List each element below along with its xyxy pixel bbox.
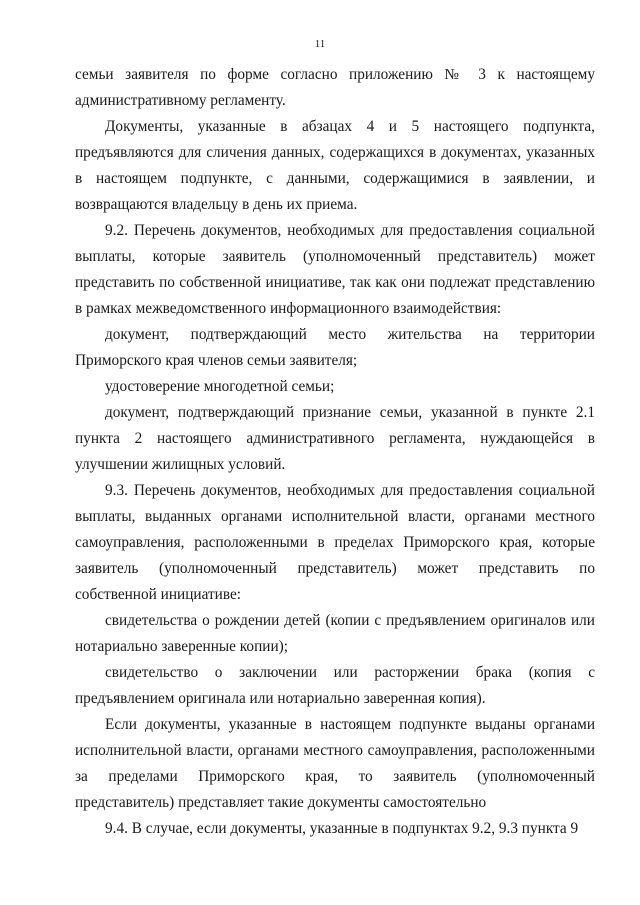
page-number: 11 — [314, 38, 326, 50]
paragraph-outside-region: Если документы, указанные в настоящем подпункте выданы органами исполнительной власти, органами местного самоуправления, расположенными за пределами Приморского края, то заявитель (уполномоченный представитель) представляет такие документы самостоятельно — [75, 716, 595, 811]
paragraph-9-3: 9.3. Перечень документов, необходимых для предоставления социальной выплаты, выданных органами исполнительной власти, органами местного самоуправления, расположенными в пределах Приморского края, которые заявитель (уполномоченный представитель) может представить по собственной инициативе: — [75, 482, 595, 603]
list-item-large-family-certificate: удостоверение многодетной семьи; — [105, 378, 335, 395]
paragraph-9-2: 9.2. Перечень документов, необходимых для предоставления социальной выплаты, которые заявитель (уполномоченный представитель) может представить по собственной инициативе, так как они подлежат представлению в рамках межведомственного информационного взаимодействия: — [75, 222, 595, 317]
paragraph-9-4: 9.4. В случае, если документы, указанные в подпунктах 9.2, 9.3 пункта 9 — [105, 820, 579, 837]
document-body — [75, 62, 595, 842]
list-item-housing-need-document: документ, подтверждающий признание семьи, указанной в пункте 2.1 пункта 2 настоящего административного регламента, нуждающейся в улучшении жилищных условий. — [75, 404, 595, 473]
list-item-residence-document: документ, подтверждающий место жительства на территории Приморского края членов семьи заявителя; — [75, 326, 595, 369]
paragraph-documents-return: Документы, указанные в абзацах 4 и 5 настоящего подпункта, предъявляются для сличения данных, содержащихся в документах, указанных в настоящем подпункте, с данными, содержащимися в заявлении, и возвращаются владельцу в день их приема. — [75, 118, 595, 213]
list-item-birth-certificates: свидетельства о рождении детей (копии с предъявлением оригиналов или нотариально заверенные копии); — [75, 612, 595, 655]
list-item-marriage-certificate: свидетельство о заключении или расторжении брака (копия с предъявлением оригинала или нотариально заверенная копия). — [75, 664, 595, 707]
paragraph-continuation: семьи заявителя по форме согласно приложению № 3 к настоящему административному регламенту. — [75, 66, 595, 109]
